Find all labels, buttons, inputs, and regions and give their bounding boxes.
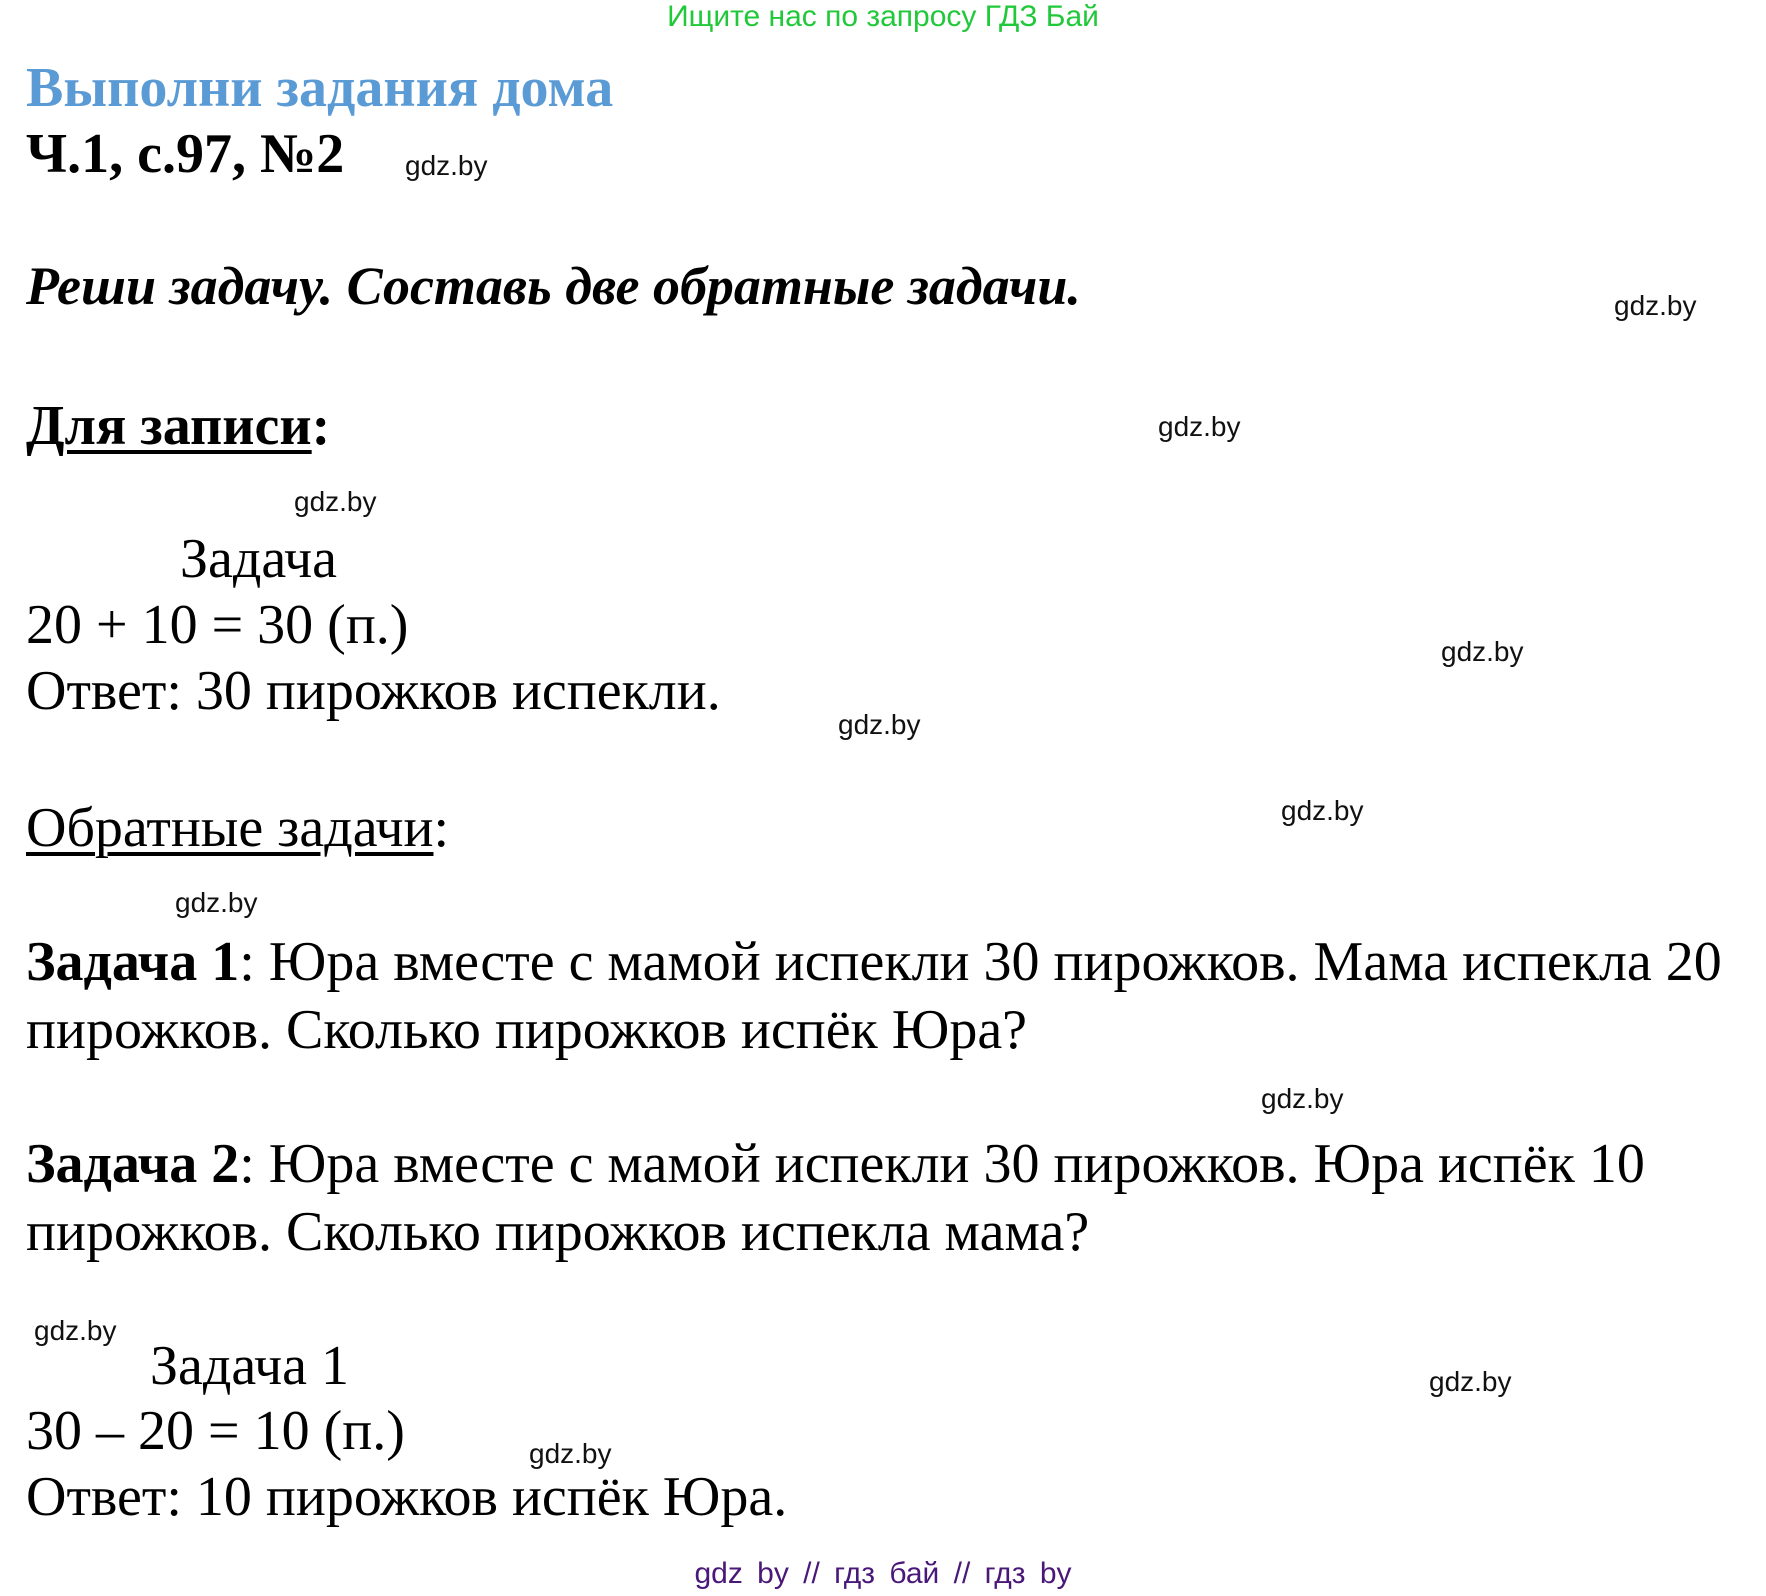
watermark: gdz.by xyxy=(294,486,377,517)
inverse-task-1-text: : Юра вместе с мамой испекли 30 пирожков. Мама испекла 20 пирожков. Сколько пирожков испёк Юра? xyxy=(26,931,1722,1061)
main-task-equation: 20 + 10 = 30 (п.) xyxy=(26,594,409,656)
watermark: gdz.by xyxy=(175,887,258,918)
solution-1-answer: Ответ: 10 пирожков испёк Юра. xyxy=(26,1466,788,1528)
watermark: gdz.by xyxy=(1158,411,1241,442)
record-heading: Для записи: xyxy=(26,395,331,457)
inverse-task-1-label: Задача 1 xyxy=(26,931,240,993)
watermark: gdz.by xyxy=(838,709,921,740)
watermark: gdz.by xyxy=(1261,1083,1344,1114)
watermark: gdz.by xyxy=(34,1315,117,1346)
footer-watermark: gdz by // гдз бай // гдз by xyxy=(694,1557,1072,1590)
watermark: gdz.by xyxy=(405,150,488,181)
inverse-task-2-text: : Юра вместе с мамой испекли 30 пирожков. Юра испёк 10 пирожков. Сколько пирожков испекла мама? xyxy=(26,1133,1645,1263)
record-heading-label: Для записи xyxy=(26,395,312,457)
inverse-task-1 xyxy=(26,928,1766,1064)
main-task-answer: Ответ: 30 пирожков испекли. xyxy=(26,660,721,722)
task-instruction: Реши задачу. Составь две обратные задачи. xyxy=(26,256,1081,316)
inverse-tasks-heading-label: Обратные задачи xyxy=(26,797,434,859)
inverse-tasks-heading: Обратные задачи: xyxy=(26,797,450,859)
watermark: gdz.by xyxy=(529,1438,612,1469)
solution-1-equation: 30 – 20 = 10 (п.) xyxy=(26,1400,405,1462)
page-title: Выполни задания дома xyxy=(26,57,614,119)
watermark: gdz.by xyxy=(1614,290,1697,321)
watermark: gdz.by xyxy=(1429,1366,1512,1397)
watermark: gdz.by xyxy=(1441,636,1524,667)
main-task-heading: Задача xyxy=(180,528,338,590)
inverse-task-2-label: Задача 2 xyxy=(26,1133,240,1195)
top-banner: Ищите нас по запросу ГДЗ Бай xyxy=(667,0,1099,33)
inverse-task-2 xyxy=(26,1130,1766,1266)
watermark: gdz.by xyxy=(1281,795,1364,826)
solution-1-heading: Задача 1 xyxy=(150,1335,350,1397)
exercise-reference: Ч.1, с.97, №2 xyxy=(26,123,345,185)
